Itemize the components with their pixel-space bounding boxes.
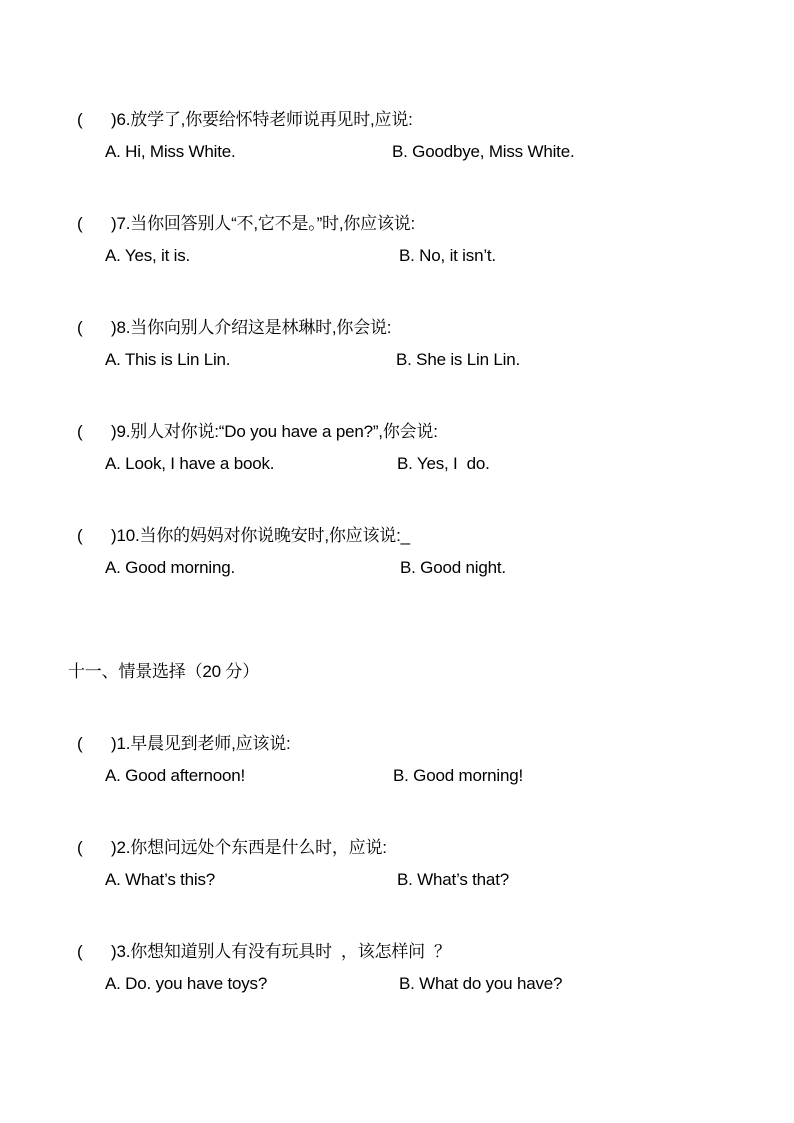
option-a[interactable]: A. Yes, it is.: [105, 246, 191, 265]
question-text: )8.当你向别人介绍这是林琳时,你会说:: [111, 318, 392, 337]
question-text: )9.别人对你说:“Do you have a pen?”,你会说:: [111, 422, 438, 441]
question-6: [68, 90, 413, 130]
question-text: )10.当你的妈妈对你说晚安时,你应该说:_: [111, 526, 410, 545]
option-b[interactable]: B. Goodbye, Miss White.: [392, 142, 575, 161]
answer-bracket[interactable]: (: [77, 318, 83, 337]
section-question-3: [68, 922, 451, 962]
option-b[interactable]: B. Good morning!: [393, 766, 524, 785]
section-heading: 十一、情景选择（20 分）: [68, 662, 260, 681]
question-text: )3.你想知道别人有没有玩具时 ，该怎样问 ？: [111, 942, 451, 961]
question-9: [68, 402, 438, 442]
section-question-1: [68, 714, 291, 754]
option-b[interactable]: B. Yes, I do.: [397, 454, 490, 473]
answer-bracket[interactable]: (: [77, 214, 83, 233]
option-b[interactable]: B. No, it isn’t.: [399, 246, 496, 265]
answer-bracket[interactable]: (: [77, 734, 83, 753]
option-a[interactable]: A. Good morning.: [105, 558, 236, 577]
answer-bracket[interactable]: (: [77, 110, 83, 129]
option-b[interactable]: B. She is Lin Lin.: [396, 350, 520, 369]
question-text: )6.放学了,你要给怀特老师说再见时,应说:: [111, 110, 413, 129]
option-a[interactable]: A. What’s this?: [105, 870, 216, 889]
option-a[interactable]: A. This is Lin Lin.: [105, 350, 231, 369]
option-a[interactable]: A. Hi, Miss White.: [105, 142, 236, 161]
option-b[interactable]: B. What do you have?: [399, 974, 563, 993]
question-text: )2.你想问远处个东西是什么时，应说:: [111, 838, 387, 857]
question-10: [68, 506, 410, 546]
option-b[interactable]: B. What’s that?: [397, 870, 509, 889]
option-a[interactable]: A. Look, I have a book.: [105, 454, 275, 473]
question-text: )1.早晨见到老师,应该说:: [111, 734, 291, 753]
question-8: [68, 298, 391, 338]
answer-bracket[interactable]: (: [77, 838, 83, 857]
answer-bracket[interactable]: (: [77, 526, 83, 545]
answer-bracket[interactable]: (: [77, 422, 83, 441]
option-a[interactable]: A. Do. you have toys?: [105, 974, 268, 993]
option-a[interactable]: A. Good afternoon!: [105, 766, 246, 785]
option-b[interactable]: B. Good night.: [400, 558, 506, 577]
question-7: [68, 194, 415, 234]
answer-bracket[interactable]: (: [77, 942, 83, 961]
question-text: )7.当你回答别人“不,它不是。”时,你应该说:: [111, 214, 416, 233]
section-question-2: [68, 818, 387, 858]
